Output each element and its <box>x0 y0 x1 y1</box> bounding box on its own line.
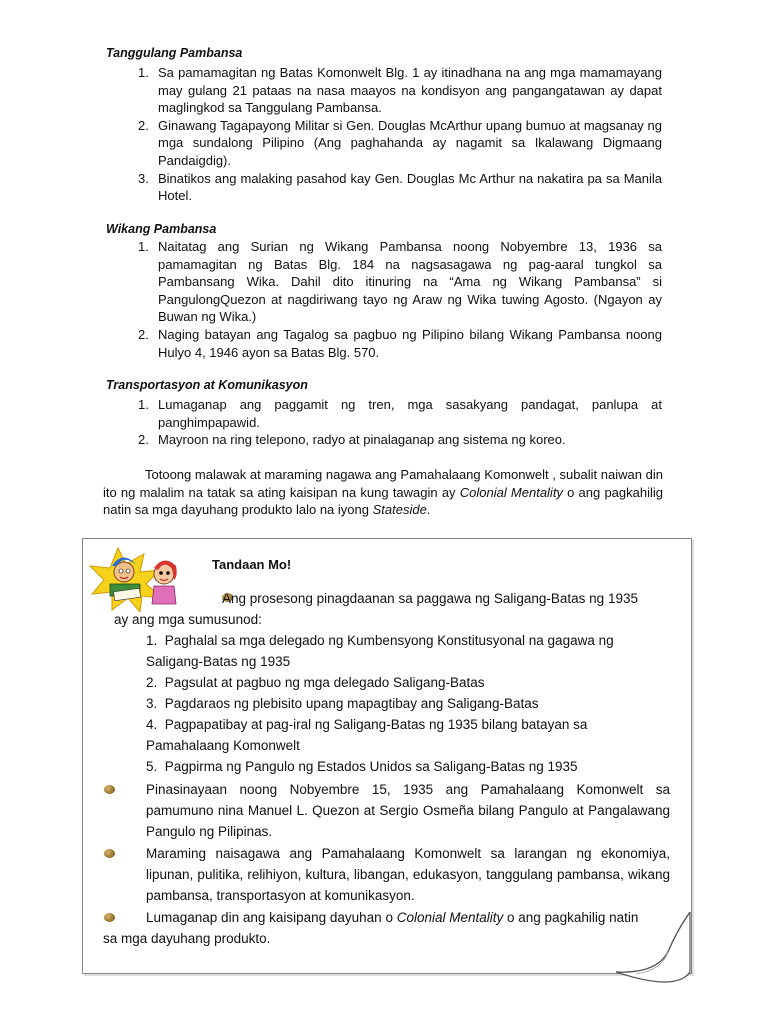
list-item: 1. Sa pamamagitan ng Batas Komonwelt Blg. 1 ay itinadhana na ang mga mamamayang may gulang 21 pataas na nasa maayos na kondisyon ang pangangatawan ay dapat maglingkod sa Tanggulang Pambansa. <box>138 65 662 116</box>
bullet-icon <box>104 849 115 858</box>
list-item: 2. Naging batayan ang Tagalog sa pagbuo ng Pilipino bilang Wikang Pambansa noong Hulyo 4, 1946 ayon sa Batas Blg. 570. <box>138 326 662 360</box>
process-steps-list <box>146 630 666 777</box>
section-heading-tanggulang: Tanggulang Pambansa <box>106 46 243 60</box>
list-item: 2. Ginawang Tagapayong Militar si Gen. Douglas McArthur upang bumuo at magsanay ng mga sundalong Pilipino (Ang paghahanda ay nagamit sa Ikalawang Digmaang Pandaigdig). <box>138 117 662 168</box>
list-item: 1. Lumaganap ang paggamit ng tren, mga sasakyang pandagat, panlupa at panghimpapawid. <box>138 397 662 430</box>
tandaan-title: Tandaan Mo! <box>212 557 292 572</box>
list-item: 3. Pagdaraos ng plebisito upang mapagtibay ang Saligang-Batas <box>146 696 539 711</box>
box-bullet-1: Pinasinayaan noong Nobyembre 15, 1935 ang Pamahalaang Komonwelt sa pamumuno nina Manuel L. Quezon at Sergio Osmeña bilang Pangulo at Pangalawang Pangulo ng Pilipinas. <box>146 782 670 839</box>
page-curl-decoration <box>616 912 692 992</box>
box-intro: Ang prosesong pinagdaanan sa paggawa ng Saligang-Batas ng 1935 ay ang mga sumusunod: <box>114 591 638 627</box>
transportasyon-list <box>138 396 662 449</box>
list-item: 4. Pagpapatibay at pag-iral ng Saligang-Batas ng 1935 bilang batayan sa Pamahalaang Komonwelt <box>146 717 588 753</box>
list-item: 1. Paghalal sa mga delegado ng Kumbensyong Konstitusyonal na gagawa ng Saligang-Batas ng 1935 <box>146 633 614 669</box>
list-item: 2. Pagsulat at pagbuo ng mga delegado Saligang-Batas <box>146 675 485 690</box>
box-bullet-3: Lumaganap din ang kaisipang dayuhan o Colonial Mentality o ang pagkahilig natin sa mga dayuhang produkto. <box>103 910 639 946</box>
list-item: 2. Mayroon na ring telepono, radyo at pinalaganap ang sistema ng koreo. <box>138 432 566 448</box>
bullet-icon <box>104 785 115 794</box>
list-item: 1. Naitatag ang Surian ng Wikang Pambansa noong Nobyembre 13, 1936 sa pamamagitan ng Batas Blg. 184 na nagsasagawa ng pag-aaral tungkol sa Pambansang Wika. Dahil dito itinuring na “Ama ng Wikang Pambansa” si PangulongQuezon at nagdiriwang tayo ng Araw ng Wika tuwing Agosto. (Ngayon ay Buwan ng Wika.) <box>138 239 662 325</box>
box-bullet-2: Maraming naisagawa ang Pamahalaang Komonwelt sa larangan ng ekonomiya, lipunan, pulitika, relihiyon, kultura, libangan, edukasyon, tanggulang pambansa, wikang pambansa, transportasyon at komunikasyon. <box>146 846 670 903</box>
tanggulang-list <box>138 64 662 205</box>
closing-paragraph: Totoong malawak at maraming nagawa ang Pamahalaang Komonwelt , subalit naiwan din ito ng malalim na tatak sa ating kaisipan na kung tawagin ay Colonial Mentality o ang pagkahilig natin sa mga dayuhang produkto lalo na iyong Stateside. <box>103 467 663 518</box>
list-item: 3. Binatikos ang malaking pasahod kay Gen. Douglas Mc Arthur na nakatira pa sa Manila Hotel. <box>138 170 662 204</box>
wikang-list <box>138 238 662 361</box>
section-heading-transportasyon: Transportasyon at Komunikasyon <box>106 378 308 392</box>
list-item: 5. Pagpirma ng Pangulo ng Estados Unidos sa Saligang-Batas ng 1935 <box>146 759 578 774</box>
section-heading-wikang: Wikang Pambansa <box>106 222 217 236</box>
